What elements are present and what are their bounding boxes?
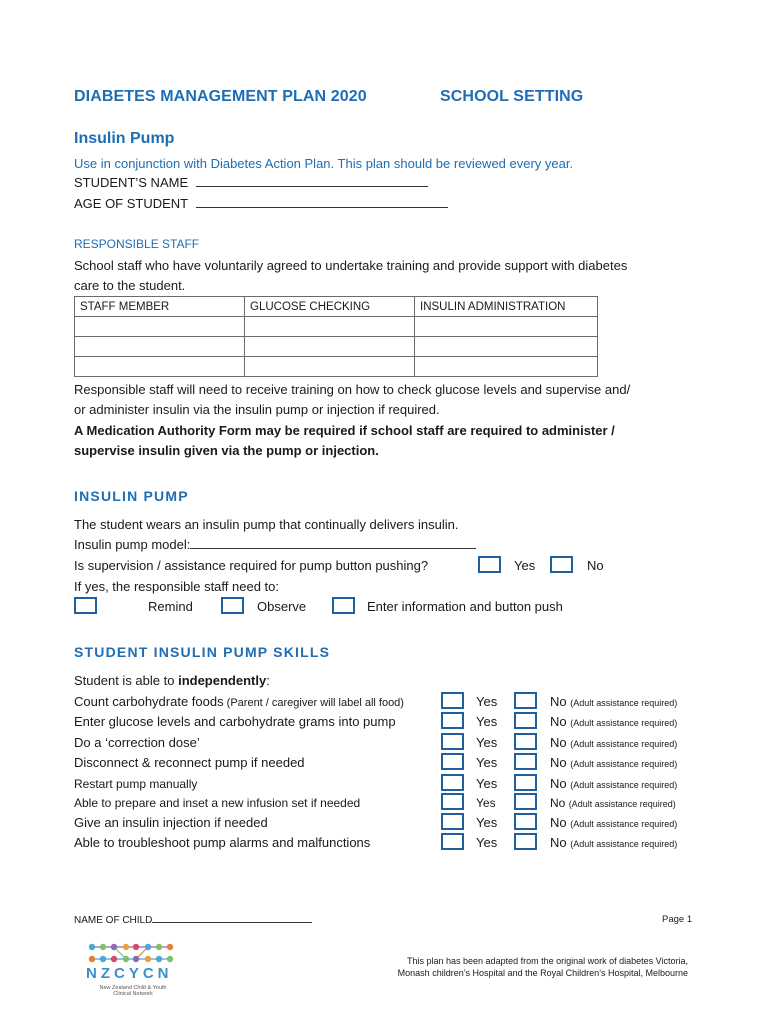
- staff-row: [75, 357, 598, 377]
- staff-table: [74, 296, 598, 377]
- page-number: Page 1: [662, 914, 693, 925]
- no-text: No: [550, 694, 567, 709]
- skill-note: (Parent / caregiver will label all food): [223, 697, 404, 709]
- no-text: No: [550, 796, 566, 810]
- adult-assistance-note: (Adult assistance required): [570, 819, 678, 829]
- skill-no-label: [550, 835, 677, 850]
- enter-info-checkbox[interactable]: [332, 597, 355, 614]
- skill-label: Do a ‘correction dose’: [74, 735, 200, 750]
- skill-no-checkbox[interactable]: [514, 712, 537, 729]
- skill-yes-label: Yes: [476, 796, 496, 810]
- review-note: Use in conjunction with Diabetes Action Plan. This plan should be reviewed every year.: [74, 156, 574, 171]
- remind-checkbox[interactable]: [74, 597, 97, 614]
- col-insulin-administration: INSULIN ADMINISTRATION: [415, 297, 598, 317]
- student-name-label: STUDENT’S NAME: [74, 175, 189, 190]
- training-line2: or administer insulin via the insulin pump or injection if required.: [74, 402, 440, 417]
- skill-no-label: [550, 755, 677, 770]
- skill-no-checkbox[interactable]: [514, 833, 537, 850]
- plan-subtitle: Insulin Pump: [74, 130, 175, 147]
- skill-no-label: [550, 714, 677, 729]
- skill-label: Disconnect & reconnect pump if needed: [74, 755, 305, 770]
- no-text: No: [550, 735, 567, 750]
- logo-sub-line2: Clinical Network: [113, 991, 153, 997]
- staff-cell[interactable]: [415, 357, 598, 377]
- no-text: No: [550, 714, 567, 729]
- skill-label: Restart pump manually: [74, 777, 198, 791]
- skills-intro-prefix: Student is able to: [74, 673, 179, 688]
- skills-intro: [74, 673, 270, 688]
- setting-title: SCHOOL SETTING: [440, 88, 584, 105]
- adult-assistance-note: (Adult assistance required): [568, 799, 676, 809]
- skill-main: Count carbohydrate foods: [74, 694, 224, 709]
- pump-model-row: [74, 537, 476, 552]
- responsible-staff-heading: RESPONSIBLE STAFF: [74, 237, 200, 251]
- adult-assistance-note: (Adult assistance required): [570, 839, 678, 849]
- insulin-pump-heading: INSULIN PUMP: [74, 488, 189, 504]
- staff-row: [75, 337, 598, 357]
- adult-assistance-note: (Adult assistance required): [570, 780, 678, 790]
- observe-label: Observe: [257, 599, 307, 614]
- staff-cell[interactable]: [245, 357, 415, 377]
- staff-row: [75, 317, 598, 337]
- name-of-child-field[interactable]: [152, 913, 312, 923]
- adult-assistance-note: (Adult assistance required): [570, 759, 678, 769]
- logo-text: NZCYCN: [86, 965, 173, 982]
- student-name-row: [74, 175, 428, 190]
- pump-model-label: Insulin pump model:: [74, 537, 191, 552]
- skill-label: Able to troubleshoot pump alarms and malfunctions: [74, 835, 371, 850]
- staff-cell[interactable]: [415, 317, 598, 337]
- skill-yes-checkbox[interactable]: [441, 712, 464, 729]
- staff-cell[interactable]: [245, 337, 415, 357]
- skill-no-label: [550, 815, 677, 830]
- supervision-question: Is supervision / assistance required for pump button pushing?: [74, 558, 429, 573]
- credit-block: [398, 956, 688, 978]
- nzcycn-logo: [86, 939, 186, 1009]
- skill-no-checkbox[interactable]: [514, 793, 537, 810]
- skill-yes-label: Yes: [476, 735, 498, 750]
- skill-yes-label: Yes: [476, 714, 498, 729]
- col-glucose-checking: GLUCOSE CHECKING: [245, 297, 415, 317]
- skill-yes-label: Yes: [476, 694, 498, 709]
- staff-cell[interactable]: [75, 337, 245, 357]
- pump-model-field[interactable]: [190, 537, 476, 549]
- skill-yes-checkbox[interactable]: [441, 733, 464, 750]
- credit-line1: This plan has been adapted from the original work of diabetes Victoria,: [407, 956, 688, 966]
- staff-cell[interactable]: [415, 337, 598, 357]
- name-of-child-label: NAME OF CHILD: [74, 915, 153, 926]
- training-line1: Responsible staff will need to receive training on how to check glucose levels and supervise and/: [74, 382, 631, 397]
- skill-yes-label: Yes: [476, 755, 498, 770]
- skill-label: Give an insulin injection if needed: [74, 815, 268, 830]
- skill-label: Enter glucose levels and carbohydrate grams into pump: [74, 714, 396, 729]
- skill-label: [74, 694, 404, 709]
- adult-assistance-note: (Adult assistance required): [570, 718, 678, 728]
- no-text: No: [550, 815, 567, 830]
- skill-yes-checkbox[interactable]: [441, 774, 464, 791]
- skills-intro-bold: independently: [178, 673, 267, 688]
- skill-no-checkbox[interactable]: [514, 692, 537, 709]
- supervision-yes-checkbox[interactable]: [478, 556, 501, 573]
- logo-subtext: [98, 985, 168, 997]
- col-staff-member: STAFF MEMBER: [75, 297, 245, 317]
- skill-yes-label: Yes: [476, 815, 498, 830]
- skill-yes-label: Yes: [476, 776, 498, 791]
- student-age-label: AGE OF STUDENT: [74, 196, 188, 211]
- no-text: No: [550, 776, 567, 791]
- adult-assistance-note: (Adult assistance required): [570, 739, 678, 749]
- skill-yes-label: Yes: [476, 835, 498, 850]
- document-title: DIABETES MANAGEMENT PLAN 2020: [74, 88, 367, 105]
- enter-info-label: Enter information and button push: [367, 599, 563, 614]
- skill-no-checkbox[interactable]: [514, 813, 537, 830]
- supervision-no-checkbox[interactable]: [550, 556, 573, 573]
- skill-yes-checkbox[interactable]: [441, 793, 464, 810]
- adult-assistance-note: (Adult assistance required): [570, 698, 678, 708]
- staff-cell[interactable]: [245, 317, 415, 337]
- observe-checkbox[interactable]: [221, 597, 244, 614]
- student-age-row: [74, 196, 448, 211]
- staff-table-header: [75, 297, 598, 317]
- staff-cell[interactable]: [75, 357, 245, 377]
- skill-no-checkbox[interactable]: [514, 733, 537, 750]
- medication-authority-line2: supervise insulin given via the pump or injection.: [74, 443, 379, 458]
- supervision-no-label: No: [587, 558, 604, 573]
- skill-label: Able to prepare and inset a new infusion set if needed: [74, 796, 361, 810]
- skill-no-checkbox[interactable]: [514, 753, 537, 770]
- student-age-field[interactable]: [196, 196, 448, 208]
- logo-sub-line1: New Zealand Child & Youth: [99, 985, 167, 991]
- responsible-intro-line2: care to the student.: [74, 278, 186, 293]
- skill-no-label: [550, 735, 677, 750]
- remind-label: Remind: [148, 599, 193, 614]
- no-text: No: [550, 755, 567, 770]
- logo-dots-icon: [86, 939, 186, 967]
- skill-yes-checkbox[interactable]: [441, 753, 464, 770]
- if-yes-label: If yes, the responsible staff need to:: [74, 579, 279, 594]
- supervision-yes-label: Yes: [514, 558, 536, 573]
- footer-name-row: [74, 913, 312, 926]
- credit-line2: Monash children’s Hospital and the Royal Children’s Hospital, Melbourne: [397, 968, 688, 978]
- pump-description: The student wears an insulin pump that continually delivers insulin.: [74, 517, 459, 532]
- skill-yes-checkbox[interactable]: [441, 833, 464, 850]
- skill-no-label: [550, 776, 677, 791]
- skill-no-checkbox[interactable]: [514, 774, 537, 791]
- skill-yes-checkbox[interactable]: [441, 692, 464, 709]
- skill-no-label: [550, 796, 676, 810]
- staff-cell[interactable]: [75, 317, 245, 337]
- skill-yes-checkbox[interactable]: [441, 813, 464, 830]
- no-text: No: [550, 835, 567, 850]
- skills-intro-suffix: :: [266, 673, 270, 688]
- medication-authority-line1: A Medication Authority Form may be required if school staff are required to administer /: [74, 423, 615, 438]
- skill-no-label: [550, 694, 677, 709]
- pump-skills-heading: STUDENT INSULIN PUMP SKILLS: [74, 644, 331, 660]
- student-name-field[interactable]: [196, 175, 428, 187]
- responsible-intro-line1: School staff who have voluntarily agreed to undertake training and provide support with diabetes: [74, 258, 628, 273]
